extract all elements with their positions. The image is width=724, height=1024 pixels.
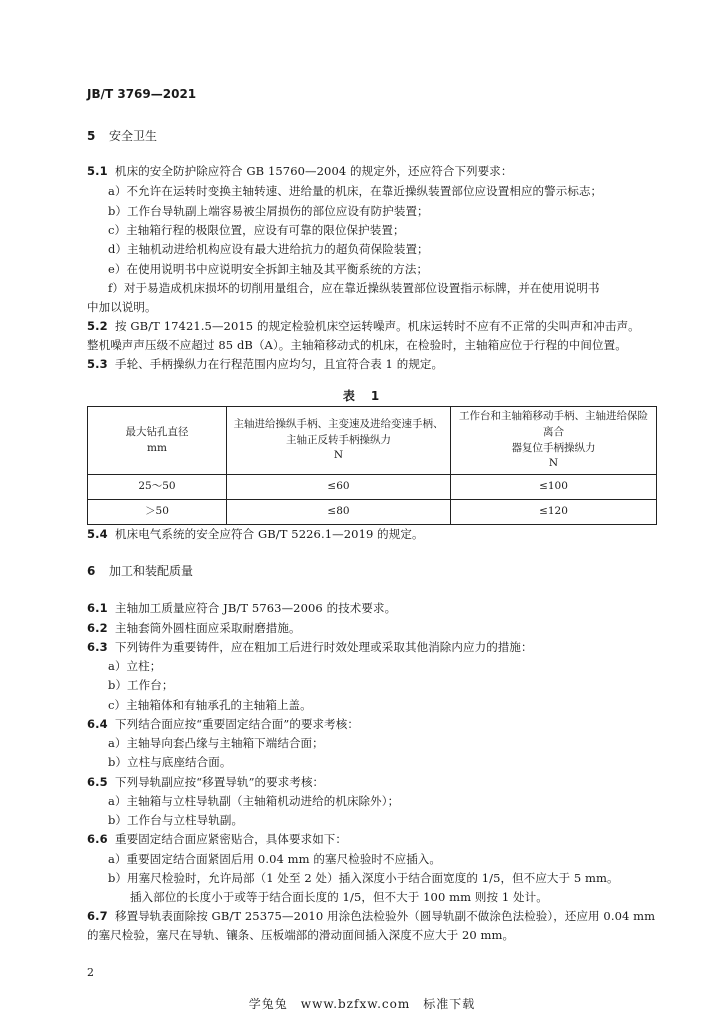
table-row — [88, 500, 657, 525]
section-number: 6 — [87, 564, 96, 578]
clause-6-4: 6.4 下列结合面应按“重要固定结合面”的要求考核： — [87, 717, 359, 731]
clause-5-2: 5.2 按 GB/T 17421.5—2015 的规定检验机床空运转噪声。机床运转时不应有不正常的尖叫声和冲击声。 — [87, 319, 640, 333]
clause-6-4-item-b: b）立柱与底座结合面。 — [108, 755, 232, 769]
page-number: 2 — [87, 966, 94, 979]
clause-5-1: 5.1 机床的安全防护除应符合 GB 15760—2004 的规定外，还应符合下列要求： — [87, 164, 513, 178]
section-title: 安全卫生 — [109, 129, 158, 143]
clause-6-3-item-a: a）立柱； — [108, 659, 162, 673]
clause-5-1-item-c: c）主轴箱行程的极限位置，应设有可靠的限位保护装置； — [108, 223, 405, 237]
clause-5-2-cont: 整机噪声声压级不应超过 85 dB（A）。主轴箱移动式的机床，在检验时，主轴箱应位于行程的中间位置。 — [87, 338, 627, 352]
section-number: 5 — [87, 129, 96, 143]
clause-6-6-item-b: b）用塞尺检验时，允许局部（1 处至 2 处）插入深度小于结合面宽度的 1/5，但不应大于 5 mm。 — [108, 871, 619, 885]
table-cell: ≤120 — [451, 500, 657, 525]
section-5-heading — [87, 127, 157, 144]
clause-5-4: 5.4 机床电气系统的安全应符合 GB/T 5226.1—2019 的规定。 — [87, 527, 424, 541]
clause-6-3-item-b: b）工作台； — [108, 678, 174, 692]
table-cell: ≤60 — [227, 475, 451, 500]
table-1 — [87, 406, 657, 525]
clause-6-5: 6.5 下列导轨副应按“移置导轨”的要求考核： — [87, 775, 325, 789]
clause-6-5-item-b: b）工作台与立柱导轨副。 — [108, 813, 244, 827]
table-cell: ≤100 — [451, 475, 657, 500]
clause-5-1-item-f-cont: 中加以说明。 — [87, 300, 157, 314]
clause-6-4-item-a: a）主轴导向套凸缘与主轴箱下端结合面； — [108, 736, 324, 750]
clause-6-7: 6.7 移置导轨表面除按 GB/T 25375—2010 用涂色法检验外（圆导轨副不做涂色法检验），还应用 0.04 mm — [87, 909, 656, 923]
section-6-heading — [87, 562, 193, 579]
table-header-row — [88, 407, 657, 475]
col-header-spindle-handle-force: 主轴进给操纵手柄、主变速及进给变速手柄、 主轴正反转手柄操纵力 N — [227, 407, 451, 475]
clause-5-1-item-b: b）工作台导轨副上端容易被尘屑损伤的部位应设有防护装置； — [108, 204, 429, 218]
clause-6-6-item-a: a）重要固定结合面紧固后用 0.04 mm 的塞尺检验时不应插入。 — [108, 852, 442, 866]
clause-5-1-item-f: f）对于易造成机床损坏的切削用量组合，应在靠近操纵装置部位设置指示标牌，并在使用说明书 — [108, 281, 600, 295]
watermark-footer: 学兔兔 www.bzfxw.com 标准下载 — [248, 997, 476, 1011]
table-cell: ≤80 — [227, 500, 451, 525]
col-header-max-drill-diameter: 最大钻孔直径 mm — [88, 407, 227, 475]
table-cell: ＞50 — [88, 500, 227, 525]
clause-6-1: 6.1 主轴加工质量应符合 JB/T 5763—2006 的技术要求。 — [87, 601, 397, 615]
table-1-caption: 表 1 — [342, 389, 382, 403]
clause-5-1-item-a: a）不允许在运转时变换主轴转速、进给量的机床，在靠近操纵装置部位应设置相应的警示标志； — [108, 184, 603, 198]
clause-6-3-item-c: c）主轴箱体和有轴承孔的主轴箱上盖。 — [108, 698, 312, 712]
document-header: JB/T 3769—2021 — [87, 87, 197, 101]
clause-6-6-item-b-cont: 插入部位的长度小于或等于结合面长度的 1/5，但不大于 100 mm 则按 1 处计。 — [130, 890, 548, 904]
clause-6-2: 6.2 主轴套筒外圆柱面应采取耐磨措施。 — [87, 621, 301, 635]
table-cell: 25～50 — [88, 475, 227, 500]
clause-5-3: 5.3 手轮、手柄操纵力在行程范围内应均匀，且宜符合表 1 的规定。 — [87, 357, 444, 371]
clause-5-1-item-e: e）在使用说明书中应说明安全拆卸主轴及其平衡系统的方法； — [108, 262, 429, 276]
table-row — [88, 475, 657, 500]
clause-5-1-item-d: d）主轴机动进给机构应设有最大进给抗力的超负荷保险装置； — [108, 242, 429, 256]
clause-6-7-cont: 的塞尺检验，塞尺在导轨、镶条、压板端部的滑动面间插入深度不应大于 20 mm。 — [87, 928, 515, 942]
clause-6-6: 6.6 重要固定结合面应紧密贴合，具体要求如下： — [87, 832, 347, 846]
clause-6-5-item-a: a）主轴箱与立柱导轨副（主轴箱机动进给的机床除外）； — [108, 794, 400, 808]
col-header-table-handle-force: 工作台和主轴箱移动手柄、主轴进给保险离合 器复位手柄操纵力 N — [451, 407, 657, 475]
section-title: 加工和装配质量 — [109, 564, 194, 578]
clause-6-3: 6.3 下列铸件为重要铸件，应在粗加工后进行时效处理或采取其他消除内应力的措施： — [87, 640, 533, 654]
